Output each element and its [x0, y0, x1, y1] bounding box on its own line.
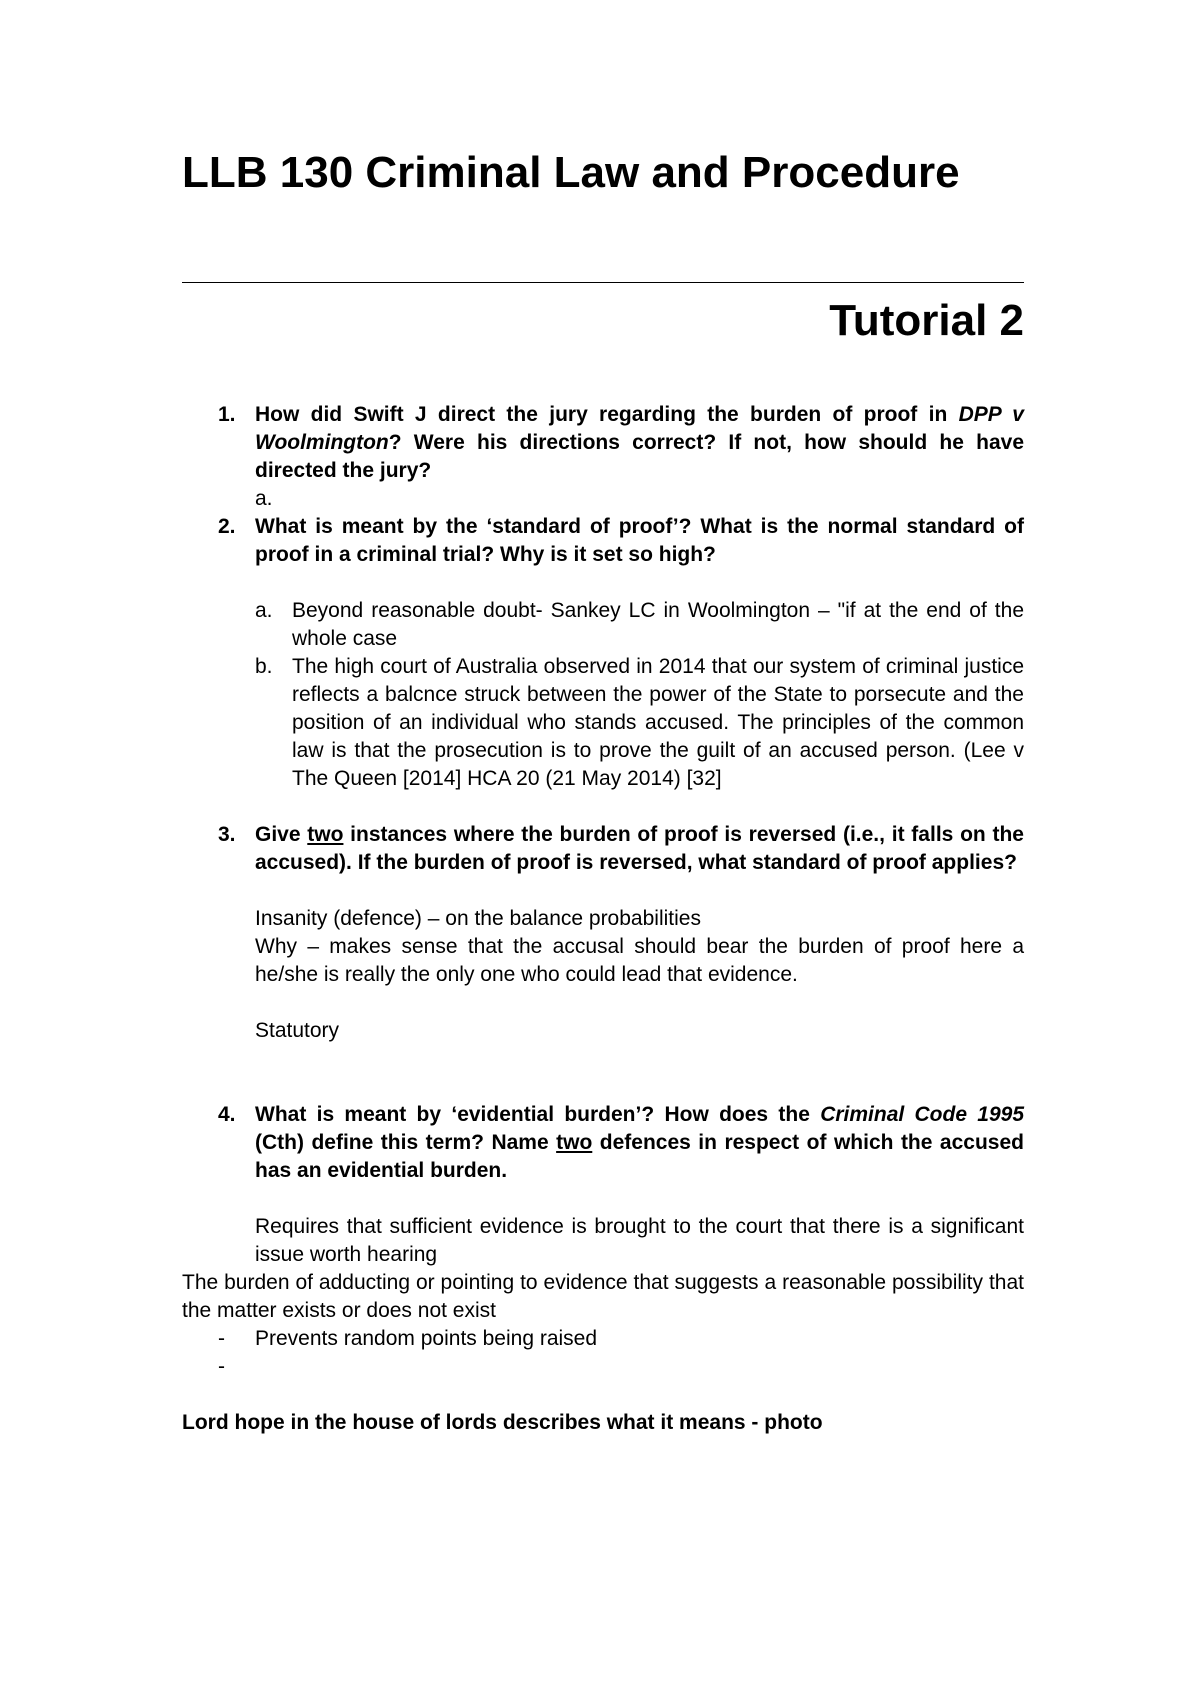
- question-number: 1.: [218, 403, 236, 426]
- question-number: 4.: [218, 1103, 236, 1126]
- answer-text: The burden of adducting or pointing to evidence that suggests a reasonable possibility that the matter exists or does not exist: [182, 1271, 1024, 1322]
- question-2: 2. What is meant by the ‘standard of proof’? What is the normal standard of proof in a criminal trial? Why is it set so high?: [218, 515, 1024, 566]
- answer-item: b. The high court of Australia observed in 2014 that our system of criminal justice reflects a balcnce struck between the power of the State to porsecute and the position of an individual who stands accused. The principles of the common law is that the prosecution is to prove the guilt of an accused person. (Lee v The Queen [2014] HCA 20 (21 May 2014) [32]: [255, 655, 1024, 790]
- bullet-item: - Prevents random points being raised: [182, 1325, 1024, 1353]
- question-1: 1. How did Swift J direct the jury regarding the burden of proof in DPP v Woolmington? Were his directions correct? If not, how should he have directed the jury?: [218, 403, 1024, 482]
- document-body: [182, 401, 1024, 1437]
- document-title: LLB 130 Criminal Law and Procedure: [182, 148, 960, 197]
- question-3: 3. Give two instances where the burden of proof is reversed (i.e., it falls on the accused). If the burden of proof is reversed, what standard of proof applies?: [218, 823, 1024, 874]
- answer-text: Statutory: [255, 1019, 340, 1042]
- answer-letter: a.: [255, 487, 273, 510]
- bullet-item: [182, 1353, 1024, 1381]
- title-divider: [182, 282, 1024, 283]
- dash-marker: -: [218, 1355, 225, 1378]
- question-number: 2.: [218, 515, 236, 538]
- tutorial-heading: Tutorial 2: [829, 296, 1024, 345]
- emphasis-two: two: [307, 823, 344, 846]
- case-name: DPP v Woolmington: [255, 403, 1024, 454]
- emphasis-two: two: [556, 1131, 593, 1154]
- statute-name: Criminal Code 1995: [820, 1103, 1025, 1126]
- answer-text: Requires that sufficient evidence is brought to the court that there is a significant issue worth hearing: [255, 1215, 1024, 1266]
- answer-text: Insanity (defence) – on the balance probabilities: [255, 907, 701, 930]
- answer-item: a. Beyond reasonable doubt- Sankey LC in Woolmington – "if at the end of the whole case: [255, 599, 1024, 650]
- question-4: 4. What is meant by ‘evidential burden’? How does the Criminal Code 1995 (Cth) define this term? Name two defences in respect of which the accused has an evidential burden.: [218, 1103, 1025, 1182]
- question-number: 3.: [218, 823, 236, 846]
- dash-marker: -: [218, 1327, 225, 1350]
- answer-text: Why – makes sense that the accusal should bear the burden of proof here a he/she is really the only one who could lead that evidence.: [255, 935, 1024, 986]
- closing-note: Lord hope in the house of lords describes what it means - photo: [182, 1411, 823, 1434]
